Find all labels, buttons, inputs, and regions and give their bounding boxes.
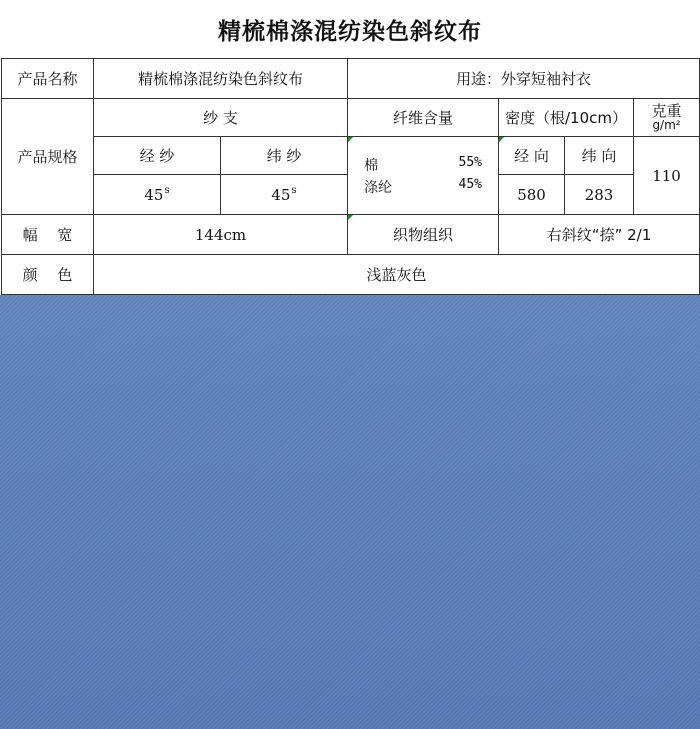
spec-table <box>1 58 700 295</box>
weight-value: 110 <box>634 137 700 215</box>
density-header: 密度（根/10cm） <box>499 99 634 137</box>
product-spec-label: 产品规格 <box>2 99 94 215</box>
weft-count-unit: s <box>291 185 297 196</box>
fiber-list <box>364 155 482 197</box>
width-value: 144cm <box>94 215 348 255</box>
fiber-content-cell <box>348 137 499 215</box>
sheet-title: 精梳棉涤混纺染色斜纹布 <box>218 18 482 45</box>
color-label: 颜 色 <box>2 255 94 295</box>
fiber-name: 涤纶 <box>364 179 393 196</box>
weave-label: 织物组织 <box>348 215 499 255</box>
weft-yarn-count <box>221 175 348 215</box>
fabric-swatch-image <box>0 295 700 729</box>
weave-value: 右斜纹“捺” 2/1 <box>499 215 700 255</box>
fiber-name: 棉 <box>364 157 379 174</box>
warp-yarn-count <box>94 175 221 215</box>
warp-count-value: 45 <box>144 186 164 204</box>
usage-cell: 用途：外穿短袖衬衣 <box>348 59 700 99</box>
product-name-value: 精梳棉涤混纺染色斜纹布 <box>94 59 348 99</box>
row-color <box>2 255 700 295</box>
fiber-percent: 55% <box>458 154 483 170</box>
weight-label: 克重 <box>651 102 682 120</box>
weft-density-value: 283 <box>565 175 634 215</box>
color-value: 浅蓝灰色 <box>94 255 700 295</box>
weft-density-header: 纬 向 <box>565 137 634 175</box>
weight-unit: g/m² <box>652 118 681 132</box>
weight-header <box>634 99 700 137</box>
warp-density-header: 经 向 <box>499 137 565 175</box>
width-label: 幅 宽 <box>2 215 94 255</box>
row-width-weave <box>2 215 700 255</box>
warp-density-value: 580 <box>499 175 565 215</box>
row-spec-header <box>2 99 700 137</box>
weft-count-value: 45 <box>271 186 291 204</box>
weft-yarn-header: 纬 纱 <box>221 137 348 175</box>
warp-count-unit: s <box>164 185 170 196</box>
product-name-label: 产品名称 <box>2 59 94 99</box>
fiber-content-header: 纤维含量 <box>348 99 499 137</box>
row-product-name <box>2 59 700 99</box>
yarn-count-header: 纱 支 <box>94 99 348 137</box>
row-spec-subheader <box>2 137 700 175</box>
fiber-percent: 45% <box>458 176 483 192</box>
warp-yarn-header: 经 纱 <box>94 137 221 175</box>
